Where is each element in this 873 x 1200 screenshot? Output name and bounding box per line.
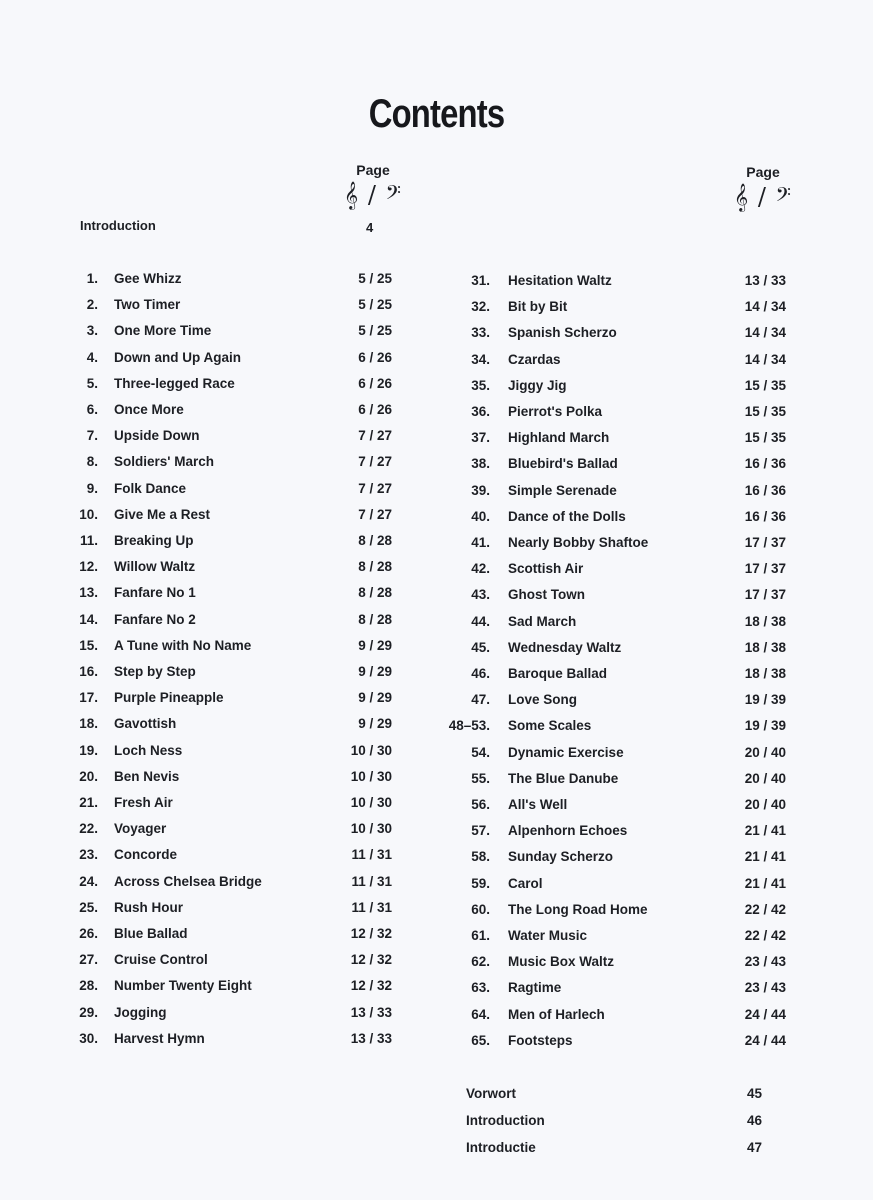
contents-entry xyxy=(70,716,400,734)
contents-entry xyxy=(430,718,790,736)
entry-pages: 10 / 30 xyxy=(350,768,392,784)
contents-entry xyxy=(430,352,790,370)
entry-title: Gavottish xyxy=(114,716,177,732)
entry-pages: 6 / 26 xyxy=(358,402,392,417)
contents-entry xyxy=(430,561,790,579)
contents-entry xyxy=(430,1007,790,1025)
entry-title: Men of Harlech xyxy=(508,1006,605,1022)
entry-pages: 10 / 30 xyxy=(350,742,392,758)
page-label: Page xyxy=(746,164,780,180)
appendix-entry xyxy=(466,1086,776,1104)
entry-pages: 12 / 32 xyxy=(350,952,392,968)
entry-pages: 5 / 25 xyxy=(358,297,392,313)
entry-pages: 13 / 33 xyxy=(350,1004,392,1020)
entry-pages: 20 / 40 xyxy=(744,770,786,786)
entry-pages: 17 / 37 xyxy=(744,535,786,550)
entry-title: Some Scales xyxy=(508,718,592,734)
contents-entry xyxy=(430,378,790,396)
entry-pages: 7 / 27 xyxy=(358,480,392,496)
contents-entry xyxy=(70,533,400,551)
entry-number: 18. xyxy=(79,716,98,732)
contents-entry xyxy=(430,928,790,946)
entry-title: All's Well xyxy=(508,797,568,812)
entry-pages: 8 / 28 xyxy=(358,533,392,548)
contents-entry xyxy=(430,614,790,632)
entry-pages: 14 / 34 xyxy=(744,325,786,341)
entry-page: 4 xyxy=(366,220,374,235)
entry-title: Fresh Air xyxy=(114,795,173,810)
contents-entry xyxy=(70,978,400,996)
entry-number: 6. xyxy=(86,402,98,417)
contents-entry xyxy=(430,325,790,343)
entry-pages: 18 / 38 xyxy=(744,639,786,655)
contents-entry xyxy=(70,402,400,420)
entry-number: 22. xyxy=(79,821,98,837)
entry-title: Three-legged Race xyxy=(114,375,235,391)
entry-title: A Tune with No Name xyxy=(114,637,252,653)
entry-title: Cruise Control xyxy=(114,952,208,968)
entry-number: 28. xyxy=(79,978,98,994)
entry-title: Alpenhorn Echoes xyxy=(508,823,628,839)
entry-title: Fanfare No 1 xyxy=(114,585,196,601)
contents-entry xyxy=(70,454,400,472)
entry-pages: 12 / 32 xyxy=(350,978,392,994)
entry-title: Ben Nevis xyxy=(114,768,180,784)
entry-title: Highland March xyxy=(508,430,610,446)
entry-number: 60. xyxy=(471,901,490,917)
entry-pages: 7 / 27 xyxy=(358,506,392,522)
entry-number: 2. xyxy=(86,297,98,313)
entry-pages: 10 / 30 xyxy=(350,821,392,837)
entry-number: 63. xyxy=(471,980,490,996)
entry-title: Soldiers' March xyxy=(114,454,214,470)
contents-entry xyxy=(430,587,790,605)
entry-pages: 8 / 28 xyxy=(358,559,392,575)
entry-pages: 21 / 41 xyxy=(744,823,786,839)
contents-entry xyxy=(70,743,400,761)
entry-title: Ragtime xyxy=(508,980,562,996)
entry-title: Folk Dance xyxy=(114,480,187,496)
entry-pages: 7 / 27 xyxy=(358,428,392,444)
entry-pages: 15 / 35 xyxy=(744,430,786,446)
entry-title: Vorwort xyxy=(466,1086,516,1101)
entry-pages: 22 / 42 xyxy=(744,901,786,917)
entry-title: Two Timer xyxy=(114,297,181,313)
contents-entry xyxy=(70,481,400,499)
contents-entry xyxy=(70,376,400,394)
entry-title: Willow Waltz xyxy=(114,559,196,575)
entry-title: Music Box Waltz xyxy=(508,954,615,970)
entry-pages: 11 / 31 xyxy=(351,899,392,915)
entry-number: 39. xyxy=(471,482,490,498)
entry-title: Down and Up Again xyxy=(114,349,241,365)
entry-title: Across Chelsea Bridge xyxy=(114,873,262,889)
entry-number: 59. xyxy=(471,875,490,891)
entry-number: 38. xyxy=(471,456,490,472)
contents-entry xyxy=(70,795,400,813)
entry-number: 35. xyxy=(471,377,490,393)
contents-entry xyxy=(70,847,400,865)
entry-title: Introductie xyxy=(466,1140,536,1155)
entry-pages: 16 / 36 xyxy=(744,508,786,524)
entry-number: 47. xyxy=(471,692,490,708)
entry-title: Footsteps xyxy=(508,1032,573,1048)
entry-number: 17. xyxy=(79,690,98,706)
entry-number: 43. xyxy=(471,587,490,603)
entry-title: Czardas xyxy=(508,351,561,367)
entry-pages: 23 / 43 xyxy=(744,954,786,970)
entry-number: 25. xyxy=(79,899,98,915)
entry-title: Give Me a Rest xyxy=(114,506,211,522)
entry-title: Sunday Scherzo xyxy=(508,849,614,865)
entry-pages: 19 / 39 xyxy=(744,692,786,708)
entry-title: Scottish Air xyxy=(508,561,584,577)
entry-number: 36. xyxy=(471,404,490,419)
entry-pages: 8 / 28 xyxy=(358,585,392,601)
contents-entry xyxy=(70,690,400,708)
contents-entry xyxy=(70,559,400,577)
entry-title: Spanish Scherzo xyxy=(508,325,617,341)
entry-pages: 8 / 28 xyxy=(358,611,392,627)
entry-pages: 24 / 44 xyxy=(744,1006,786,1022)
entry-number: 40. xyxy=(471,508,490,524)
contents-entry xyxy=(70,664,400,682)
entry-number: 48–53. xyxy=(448,718,490,734)
contents-entry xyxy=(430,430,790,448)
entry-number: 8. xyxy=(86,454,98,470)
entry-number: 32. xyxy=(471,299,490,315)
entry-number: 30. xyxy=(79,1030,98,1046)
entry-number: 31. xyxy=(471,273,490,288)
entry-number: 27. xyxy=(79,952,98,968)
entry-pages: 20 / 40 xyxy=(744,797,786,812)
entry-title: Carol xyxy=(508,875,543,891)
contents-entry xyxy=(70,638,400,656)
left-page-column-header xyxy=(338,162,408,208)
entry-pages: 18 / 38 xyxy=(744,613,786,629)
entry-title: The Long Road Home xyxy=(508,901,648,917)
contents-entry xyxy=(430,1033,790,1051)
page-title: Contents xyxy=(368,92,505,136)
entry-pages: 10 / 30 xyxy=(350,795,392,810)
entry-number: 58. xyxy=(471,849,490,865)
entry-number: 54. xyxy=(471,744,490,760)
entry-number: 46. xyxy=(471,666,490,681)
entry-pages: 24 / 44 xyxy=(744,1032,786,1048)
contents-entry xyxy=(430,456,790,474)
entry-number: 29. xyxy=(79,1004,98,1020)
entry-pages: 19 / 39 xyxy=(744,718,786,734)
entry-pages: 9 / 29 xyxy=(358,690,392,706)
contents-entry xyxy=(430,404,790,422)
contents-entry xyxy=(70,507,400,525)
appendix-entry xyxy=(466,1113,776,1131)
entry-number: 4. xyxy=(86,349,98,365)
treble-bass-clef-icon: 𝄞 / 𝄢 xyxy=(734,183,792,211)
entry-title: Introduction xyxy=(466,1113,545,1128)
entry-pages: 17 / 37 xyxy=(744,561,786,577)
entry-pages: 14 / 34 xyxy=(744,299,786,315)
contents-entry xyxy=(70,1031,400,1049)
entry-number: 41. xyxy=(471,535,490,550)
entry-number: 10. xyxy=(79,506,98,522)
contents-entry xyxy=(70,271,400,289)
entry-number: 15. xyxy=(79,637,98,653)
entry-title: Harvest Hymn xyxy=(114,1030,205,1046)
entry-pages: 6 / 26 xyxy=(358,349,392,365)
entry-pages: 7 / 27 xyxy=(358,454,392,470)
entry-title: Dynamic Exercise xyxy=(508,744,624,760)
entry-title: Gee Whizz xyxy=(114,271,182,286)
entry-number: 56. xyxy=(471,797,490,812)
contents-entry xyxy=(430,640,790,658)
entry-pages: 6 / 26 xyxy=(358,375,392,391)
entry-pages: 5 / 25 xyxy=(358,271,392,286)
contents-entry xyxy=(430,273,790,291)
contents-entry xyxy=(70,874,400,892)
entry-title: The Blue Danube xyxy=(508,770,619,786)
entry-number: 5. xyxy=(86,375,98,391)
contents-entry xyxy=(430,666,790,684)
entry-pages: 13 / 33 xyxy=(350,1030,392,1046)
right-page-column-header xyxy=(728,164,798,210)
contents-entry xyxy=(430,902,790,920)
entry-page: 47 xyxy=(747,1140,763,1155)
entry-pages: 20 / 40 xyxy=(744,744,786,760)
entry-title: Loch Ness xyxy=(114,742,183,758)
contents-entry xyxy=(430,535,790,553)
entry-title: Love Song xyxy=(508,692,578,708)
entry-number: 24. xyxy=(79,873,98,889)
contents-entry xyxy=(430,745,790,763)
entry-title: Water Music xyxy=(508,928,588,943)
contents-entry xyxy=(70,769,400,787)
entry-pages: 16 / 36 xyxy=(744,456,786,472)
contents-entry xyxy=(70,323,400,341)
entry-title: Bit by Bit xyxy=(508,299,568,315)
contents-entry xyxy=(430,692,790,710)
entry-page: 45 xyxy=(747,1086,763,1101)
entry-pages: 15 / 35 xyxy=(744,404,786,419)
contents-entry xyxy=(430,771,790,789)
entry-title: Introduction xyxy=(80,218,156,233)
contents-entry xyxy=(430,980,790,998)
entry-title: Fanfare No 2 xyxy=(114,611,196,627)
entry-number: 21. xyxy=(79,795,98,810)
page-label: Page xyxy=(356,162,390,178)
entry-pages: 5 / 25 xyxy=(358,323,392,339)
entry-number: 1. xyxy=(86,271,98,286)
contents-entry xyxy=(70,1005,400,1023)
entry-title: Simple Serenade xyxy=(508,482,617,498)
contents-entry xyxy=(430,483,790,501)
entry-title: Baroque Ballad xyxy=(508,666,608,681)
entry-number: 42. xyxy=(471,561,490,577)
entry-title: Dance of the Dolls xyxy=(508,508,626,524)
entry-pages: 9 / 29 xyxy=(358,716,392,732)
contents-entry xyxy=(70,900,400,918)
entry-title: Sad March xyxy=(508,613,577,629)
entry-page: 46 xyxy=(747,1113,763,1128)
entry-pages: 11 / 31 xyxy=(351,847,392,863)
entry-title: Concorde xyxy=(114,847,178,863)
entry-pages: 22 / 42 xyxy=(744,928,786,943)
entry-title: Upside Down xyxy=(114,428,200,444)
entry-pages: 17 / 37 xyxy=(744,587,786,603)
entry-pages: 15 / 35 xyxy=(744,377,786,393)
contents-entry xyxy=(70,821,400,839)
contents-entry xyxy=(70,612,400,630)
entry-title: Step by Step xyxy=(114,664,196,679)
entry-number: 7. xyxy=(86,428,98,444)
entry-title: Ghost Town xyxy=(508,587,585,603)
entry-title: Wednesday Waltz xyxy=(508,639,622,655)
entry-pages: 11 / 31 xyxy=(351,873,392,889)
entry-pages: 13 / 33 xyxy=(744,273,786,288)
entry-pages: 23 / 43 xyxy=(744,980,786,996)
contents-entry xyxy=(70,926,400,944)
entry-number: 11. xyxy=(79,533,98,548)
contents-entry xyxy=(430,954,790,972)
entry-number: 61. xyxy=(471,928,490,943)
entry-title: Nearly Bobby Shaftoe xyxy=(508,535,649,550)
entry-title: Pierrot's Polka xyxy=(508,404,602,419)
entry-number: 16. xyxy=(79,664,98,679)
entry-pages: 9 / 29 xyxy=(358,664,392,679)
entry-pages: 9 / 29 xyxy=(358,637,392,653)
contents-entry xyxy=(430,299,790,317)
entry-number: 37. xyxy=(471,430,490,446)
entry-number: 3. xyxy=(86,323,98,339)
entry-pages: 12 / 32 xyxy=(350,926,392,941)
entry-number: 45. xyxy=(471,639,490,655)
entry-number: 13. xyxy=(79,585,98,601)
entry-pages: 18 / 38 xyxy=(744,666,786,681)
entry-pages: 16 / 36 xyxy=(744,482,786,498)
treble-bass-clef-icon: 𝄞 / 𝄢 xyxy=(344,181,402,209)
entry-number: 62. xyxy=(471,954,490,970)
entry-number: 55. xyxy=(471,770,490,786)
contents-entry xyxy=(70,350,400,368)
entry-title: Breaking Up xyxy=(114,533,194,548)
entry-title: Number Twenty Eight xyxy=(114,978,252,994)
entry-title: Blue Ballad xyxy=(114,926,188,941)
entry-number: 19. xyxy=(79,742,98,758)
entry-number: 23. xyxy=(79,847,98,863)
contents-entry xyxy=(430,797,790,815)
entry-title: Once More xyxy=(114,402,184,417)
entry-number: 65. xyxy=(471,1032,490,1048)
entry-number: 20. xyxy=(79,768,98,784)
contents-entry xyxy=(70,297,400,315)
contents-entry xyxy=(430,823,790,841)
entry-number: 64. xyxy=(471,1006,490,1022)
entry-number: 57. xyxy=(471,823,490,839)
entry-pages: 21 / 41 xyxy=(744,849,786,865)
appendix-entry xyxy=(466,1140,776,1158)
entry-number: 44. xyxy=(471,613,490,629)
entry-number: 34. xyxy=(471,351,490,367)
contents-entry xyxy=(70,952,400,970)
entry-pages: 21 / 41 xyxy=(744,875,786,891)
entry-title: Bluebird's Ballad xyxy=(508,456,618,472)
entry-title: Hesitation Waltz xyxy=(508,273,612,288)
contents-entry xyxy=(70,585,400,603)
entry-number: 33. xyxy=(471,325,490,341)
contents-entry xyxy=(430,876,790,894)
contents-entry xyxy=(430,509,790,527)
introduction-entry xyxy=(80,218,380,233)
entry-title: Jiggy Jig xyxy=(508,377,567,393)
entry-pages: 14 / 34 xyxy=(744,351,786,367)
entry-title: One More Time xyxy=(114,323,212,339)
contents-entry xyxy=(430,849,790,867)
entry-number: 14. xyxy=(79,611,98,627)
entry-title: Purple Pineapple xyxy=(114,690,224,706)
entry-title: Voyager xyxy=(114,821,167,837)
entry-number: 9. xyxy=(86,480,98,496)
entry-title: Jogging xyxy=(114,1004,167,1020)
entry-title: Rush Hour xyxy=(114,899,183,915)
contents-entry xyxy=(70,428,400,446)
entry-number: 12. xyxy=(79,559,98,575)
entry-number: 26. xyxy=(79,926,98,941)
